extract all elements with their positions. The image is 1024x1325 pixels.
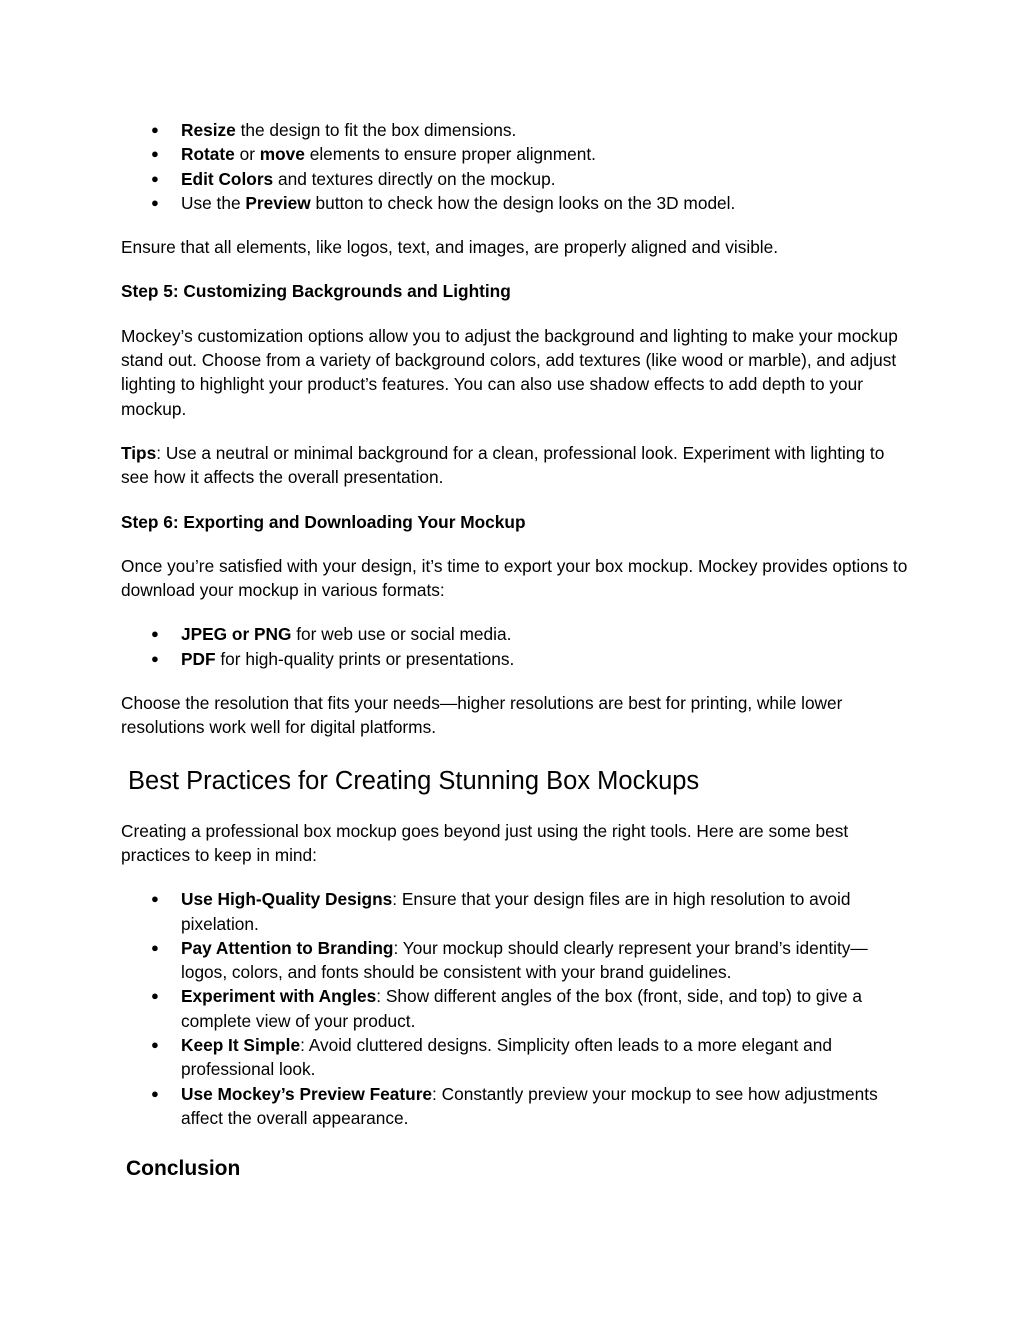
list-text: : Ensure that your design files are in high resolution to avoid pixelation. bbox=[181, 889, 851, 934]
best-practices-list bbox=[121, 887, 911, 1130]
list-text: for web use or social media. bbox=[291, 624, 512, 645]
list-text: button to check how the design looks on the 3D model. bbox=[310, 192, 736, 213]
list-text: Use the bbox=[181, 192, 246, 213]
bold-term: Preview bbox=[245, 192, 311, 213]
step6-body: Once you’re satisfied with your design, it’s time to export your box mockup. Mockey provides options to download your mockup in various formats: bbox=[121, 555, 908, 601]
bold-term: Edit Colors bbox=[181, 168, 274, 189]
bullet-icon: ● bbox=[151, 122, 159, 137]
list-item bbox=[121, 887, 911, 936]
list-item bbox=[121, 1033, 911, 1082]
list-item bbox=[121, 647, 911, 671]
list-text: : Show different angles of the box (front, side, and top) to give a complete view of your product. bbox=[181, 986, 863, 1031]
best-practices-heading: Best Practices for Creating Stunning Box Mockups bbox=[128, 766, 700, 795]
bold-term: PDF bbox=[181, 648, 216, 669]
bullet-icon: ● bbox=[151, 1085, 159, 1101]
list-text: elements to ensure proper alignment. bbox=[304, 144, 596, 165]
list-item bbox=[121, 142, 911, 166]
step5-body: Mockey’s customization options allow you to adjust the background and lighting to make your mockup stand out. Choose from a variety of background colors, add textures (like wood or marble), and adjust lighting to highlight your product’s features. You can also use shadow effects to add depth to your mockup. bbox=[121, 325, 898, 419]
list-text: : Constantly preview your mockup to see how adjustments affect the overall appearance. bbox=[181, 1083, 878, 1128]
bullet-icon: ● bbox=[151, 988, 159, 1004]
list-text: or bbox=[234, 144, 260, 165]
list-text: : Avoid cluttered designs. Simplicity often leads to a more elegant and professional look. bbox=[181, 1035, 832, 1080]
bullet-icon: ● bbox=[151, 146, 159, 162]
bullet-icon: ● bbox=[151, 170, 159, 186]
bullet-icon: ● bbox=[151, 626, 159, 642]
bold-term: Resize bbox=[181, 120, 236, 140]
document-page bbox=[121, 118, 911, 1184]
list-item bbox=[121, 622, 911, 646]
list-text: : Your mockup should clearly represent your brand’s identity—logos, colors, and fonts should be consistent with your brand guidelines. bbox=[181, 937, 868, 983]
list-item bbox=[121, 936, 911, 985]
step5-heading: Step 5: Customizing Backgrounds and Lighting bbox=[121, 281, 511, 302]
best-practices-intro: Creating a professional box mockup goes beyond just using the right tools. Here are some best practices to keep in mind: bbox=[121, 820, 849, 865]
bold-term: Keep It Simple bbox=[181, 1035, 301, 1056]
list-item bbox=[121, 191, 911, 215]
bold-term: Rotate bbox=[181, 144, 235, 165]
bold-term: move bbox=[259, 144, 305, 165]
edit-tips-list bbox=[121, 118, 911, 215]
bold-term: Pay Attention to Branding bbox=[181, 937, 394, 958]
tips-label: Tips bbox=[121, 442, 157, 463]
resolution-paragraph: Choose the resolution that fits your needs—higher resolutions are best for printing, while lower resolutions work well for digital platforms. bbox=[121, 693, 843, 738]
list-text: and textures directly on the mockup. bbox=[273, 168, 556, 189]
tips-text: : Use a neutral or minimal background for a clean, professional look. Experiment with lighting to see how it affects the overall presentation. bbox=[121, 442, 885, 488]
step6-heading: Step 6: Exporting and Downloading Your Mockup bbox=[121, 511, 526, 532]
bold-term: Experiment with Angles bbox=[181, 986, 377, 1007]
bullet-icon: ● bbox=[151, 891, 159, 907]
list-text: for high-quality prints or presentations. bbox=[215, 648, 515, 669]
bullet-icon: ● bbox=[151, 1037, 159, 1053]
alignment-paragraph: Ensure that all elements, like logos, text, and images, are properly aligned and visible. bbox=[121, 237, 779, 258]
conclusion-heading: Conclusion bbox=[126, 1157, 241, 1181]
bold-term: JPEG or PNG bbox=[181, 624, 292, 645]
bold-term: Use Mockey’s Preview Feature bbox=[181, 1083, 433, 1104]
list-text: the design to fit the box dimensions. bbox=[235, 120, 517, 140]
list-item bbox=[121, 118, 911, 142]
bold-term: Use High-Quality Designs bbox=[181, 889, 393, 910]
tips-paragraph bbox=[121, 441, 911, 490]
bullet-icon: ● bbox=[151, 194, 159, 210]
list-item bbox=[121, 167, 911, 191]
list-item bbox=[121, 1082, 911, 1131]
bullet-icon: ● bbox=[151, 939, 159, 955]
formats-list bbox=[121, 622, 911, 671]
bullet-icon: ● bbox=[151, 650, 159, 666]
list-item bbox=[121, 984, 911, 1033]
